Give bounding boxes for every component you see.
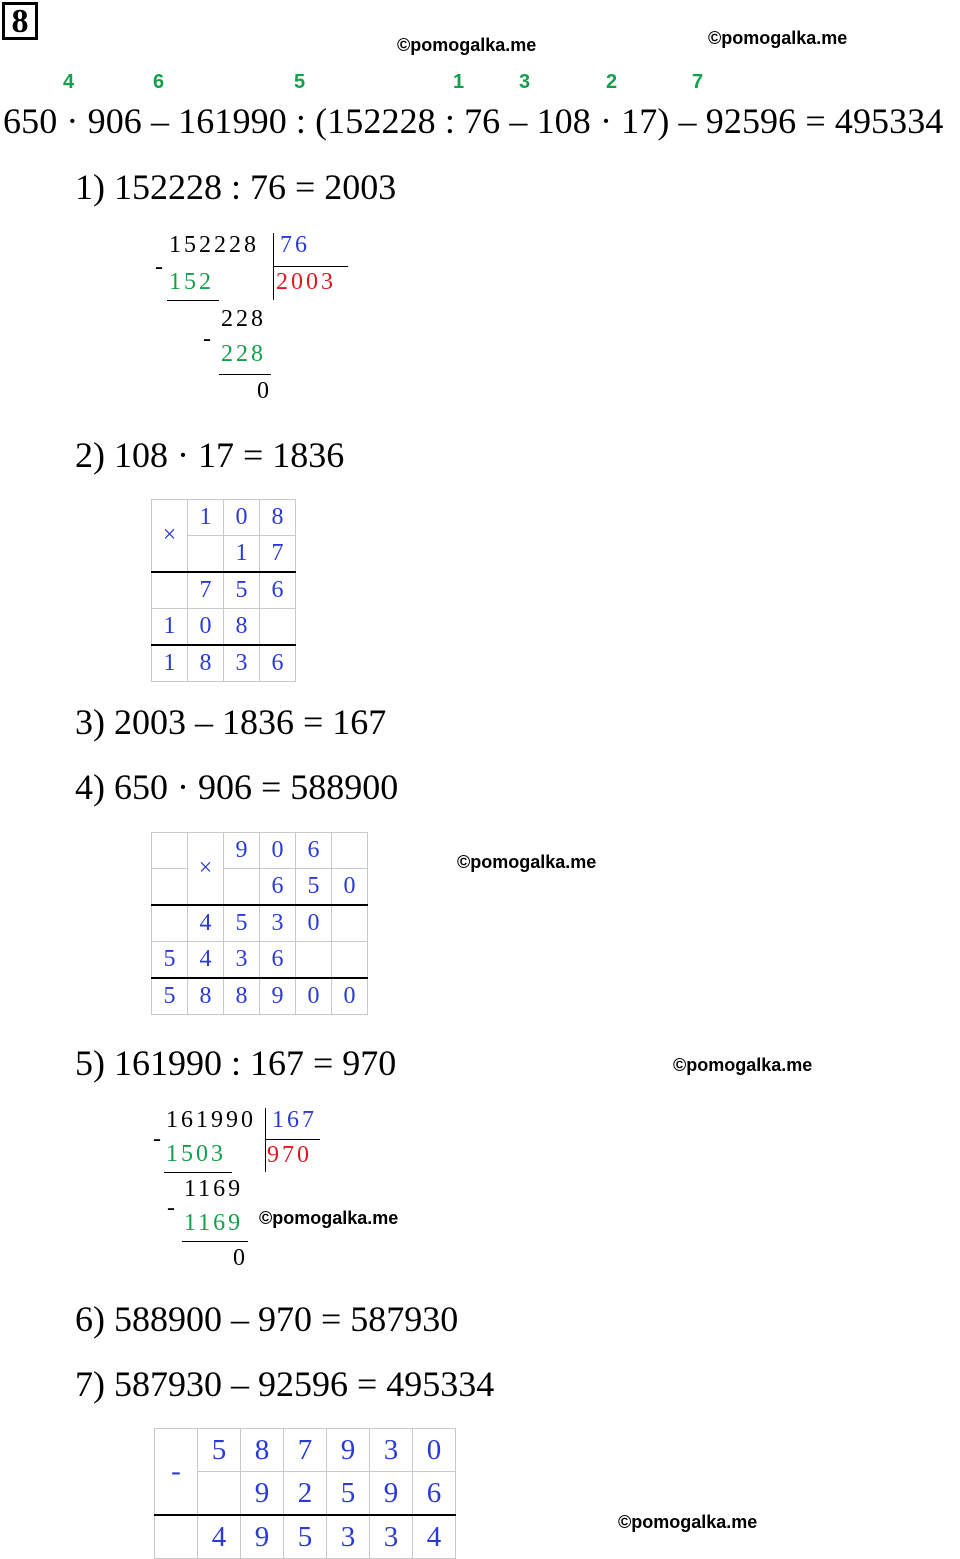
watermark: ©pomogalka.me: [397, 35, 537, 55]
division-bar: [265, 1108, 266, 1172]
step-5: 5) 161990 : 167 = 970: [75, 1043, 397, 1083]
divisor: 167: [272, 1107, 317, 1133]
digit-cell: [332, 942, 368, 979]
digit-cell: 5: [327, 1472, 370, 1516]
digit-cell: 3: [260, 905, 296, 942]
digit-cell: 5: [284, 1515, 327, 1559]
remainder: 1169: [184, 1176, 244, 1202]
digit-cell: 7: [188, 572, 224, 609]
digit-cell: 5: [296, 869, 332, 906]
digit-cell: 6: [296, 833, 332, 869]
step-6: 6) 588900 – 970 = 587930: [75, 1299, 459, 1339]
digit-cell: [332, 833, 368, 869]
subtrahend: 1503: [166, 1141, 226, 1167]
digit-cell: 0: [413, 1429, 456, 1472]
digit-cell: 8: [224, 609, 260, 646]
digit-cell: [152, 572, 188, 609]
digit-cell: 6: [260, 869, 296, 906]
minus-sign: -: [153, 1126, 164, 1152]
watermark: ©pomogalka.me: [673, 1055, 813, 1075]
watermark: ©pomogalka.me: [457, 852, 597, 872]
quotient-line: [273, 266, 348, 267]
quotient: 970: [267, 1142, 312, 1168]
dividend: 161990: [166, 1107, 256, 1133]
digit-cell: 6: [260, 645, 296, 682]
digit-cell: 0: [188, 609, 224, 646]
digit-cell: [332, 905, 368, 942]
remainder: 228: [221, 306, 266, 332]
digit-cell: [296, 942, 332, 979]
digit-cell: 5: [224, 905, 260, 942]
digit-cell: [260, 609, 296, 646]
digit-cell: 9: [224, 833, 260, 869]
multiplication-grid-1: [151, 499, 296, 682]
minus-sign: -: [155, 254, 166, 280]
watermark: ©pomogalka.me: [259, 1208, 399, 1228]
divisor: 76: [280, 232, 310, 258]
digit-cell: 0: [260, 833, 296, 869]
minus-sign: -: [203, 326, 214, 352]
digit-cell: 5: [224, 572, 260, 609]
underline: [167, 300, 219, 301]
digit-cell: 0: [296, 905, 332, 942]
task-number-badge: 8: [2, 2, 38, 40]
minus-sign: -: [167, 1195, 178, 1221]
digit-cell: 6: [260, 942, 296, 979]
digit-cell: 3: [224, 942, 260, 979]
digit-cell: 3: [370, 1429, 413, 1472]
digit-cell: 2: [284, 1472, 327, 1516]
step-2: 2) 108 · 17 = 1836: [75, 435, 345, 475]
watermark: ©pomogalka.me: [708, 28, 848, 48]
quotient-line: [265, 1139, 320, 1140]
digit-cell: 3: [327, 1515, 370, 1559]
digit-cell: 4: [413, 1515, 456, 1559]
times-sign: ×: [188, 833, 224, 906]
underline: [219, 374, 271, 375]
watermark: ©pomogalka.me: [618, 1512, 758, 1532]
main-expression: 650 · 906 – 161990 : (152228 : 76 – 108 · 17) – 92596 = 495334: [3, 101, 944, 141]
subtraction-grid: [154, 1428, 456, 1559]
multiplication-grid-2: [151, 832, 368, 1015]
quotient: 2003: [276, 269, 336, 295]
digit-cell: [152, 833, 188, 869]
digit-cell: [224, 869, 260, 906]
step-7: 7) 587930 – 92596 = 495334: [75, 1364, 495, 1404]
underline: [182, 1241, 248, 1242]
digit-cell: [152, 905, 188, 942]
subtrahend: 1169: [184, 1210, 244, 1236]
digit-cell: 5: [198, 1429, 241, 1472]
digit-cell: 4: [188, 905, 224, 942]
digit-cell: 9: [241, 1515, 284, 1559]
order-mark: 6: [153, 71, 165, 93]
step-4: 4) 650 · 906 = 588900: [75, 767, 399, 807]
order-mark: 1: [453, 71, 465, 93]
digit-cell: 3: [224, 645, 260, 682]
digit-cell: 6: [413, 1472, 456, 1516]
digit-cell: [198, 1472, 241, 1516]
order-mark: 3: [519, 71, 531, 93]
final-remainder: 0: [257, 378, 272, 404]
digit-cell: 7: [284, 1429, 327, 1472]
digit-cell: 7: [260, 536, 296, 573]
digit-cell: 1: [152, 645, 188, 682]
digit-cell: 5: [152, 978, 188, 1015]
digit-cell: 1: [224, 536, 260, 573]
digit-cell: 8: [260, 500, 296, 536]
digit-cell: 8: [224, 978, 260, 1015]
digit-cell: 0: [332, 869, 368, 906]
minus-sign: -: [155, 1429, 198, 1516]
digit-cell: 1: [152, 609, 188, 646]
digit-cell: [152, 869, 188, 906]
step-1: 1) 152228 : 76 = 2003: [75, 167, 397, 207]
digit-cell: 0: [224, 500, 260, 536]
order-mark: 7: [692, 71, 704, 93]
digit-cell: 1: [188, 500, 224, 536]
digit-cell: [155, 1515, 198, 1559]
digit-cell: 9: [327, 1429, 370, 1472]
subtrahend: 228: [221, 341, 266, 367]
order-mark: 2: [606, 71, 618, 93]
digit-cell: 5: [152, 942, 188, 979]
digit-cell: 8: [188, 978, 224, 1015]
digit-cell: 9: [370, 1472, 413, 1516]
digit-cell: 8: [241, 1429, 284, 1472]
digit-cell: 8: [188, 645, 224, 682]
digit-cell: [188, 536, 224, 573]
times-sign: ×: [152, 500, 188, 573]
subtrahend: 152: [169, 269, 214, 295]
order-mark: 4: [63, 71, 75, 93]
step-3: 3) 2003 – 1836 = 167: [75, 702, 387, 742]
digit-cell: 9: [241, 1472, 284, 1516]
digit-cell: 0: [296, 978, 332, 1015]
digit-cell: 9: [260, 978, 296, 1015]
dividend: 152228: [169, 232, 259, 258]
digit-cell: 4: [188, 942, 224, 979]
digit-cell: 3: [370, 1515, 413, 1559]
digit-cell: 4: [198, 1515, 241, 1559]
final-remainder: 0: [233, 1245, 248, 1271]
digit-cell: 0: [332, 978, 368, 1015]
order-mark: 5: [294, 71, 306, 93]
digit-cell: 6: [260, 572, 296, 609]
underline: [164, 1172, 232, 1173]
